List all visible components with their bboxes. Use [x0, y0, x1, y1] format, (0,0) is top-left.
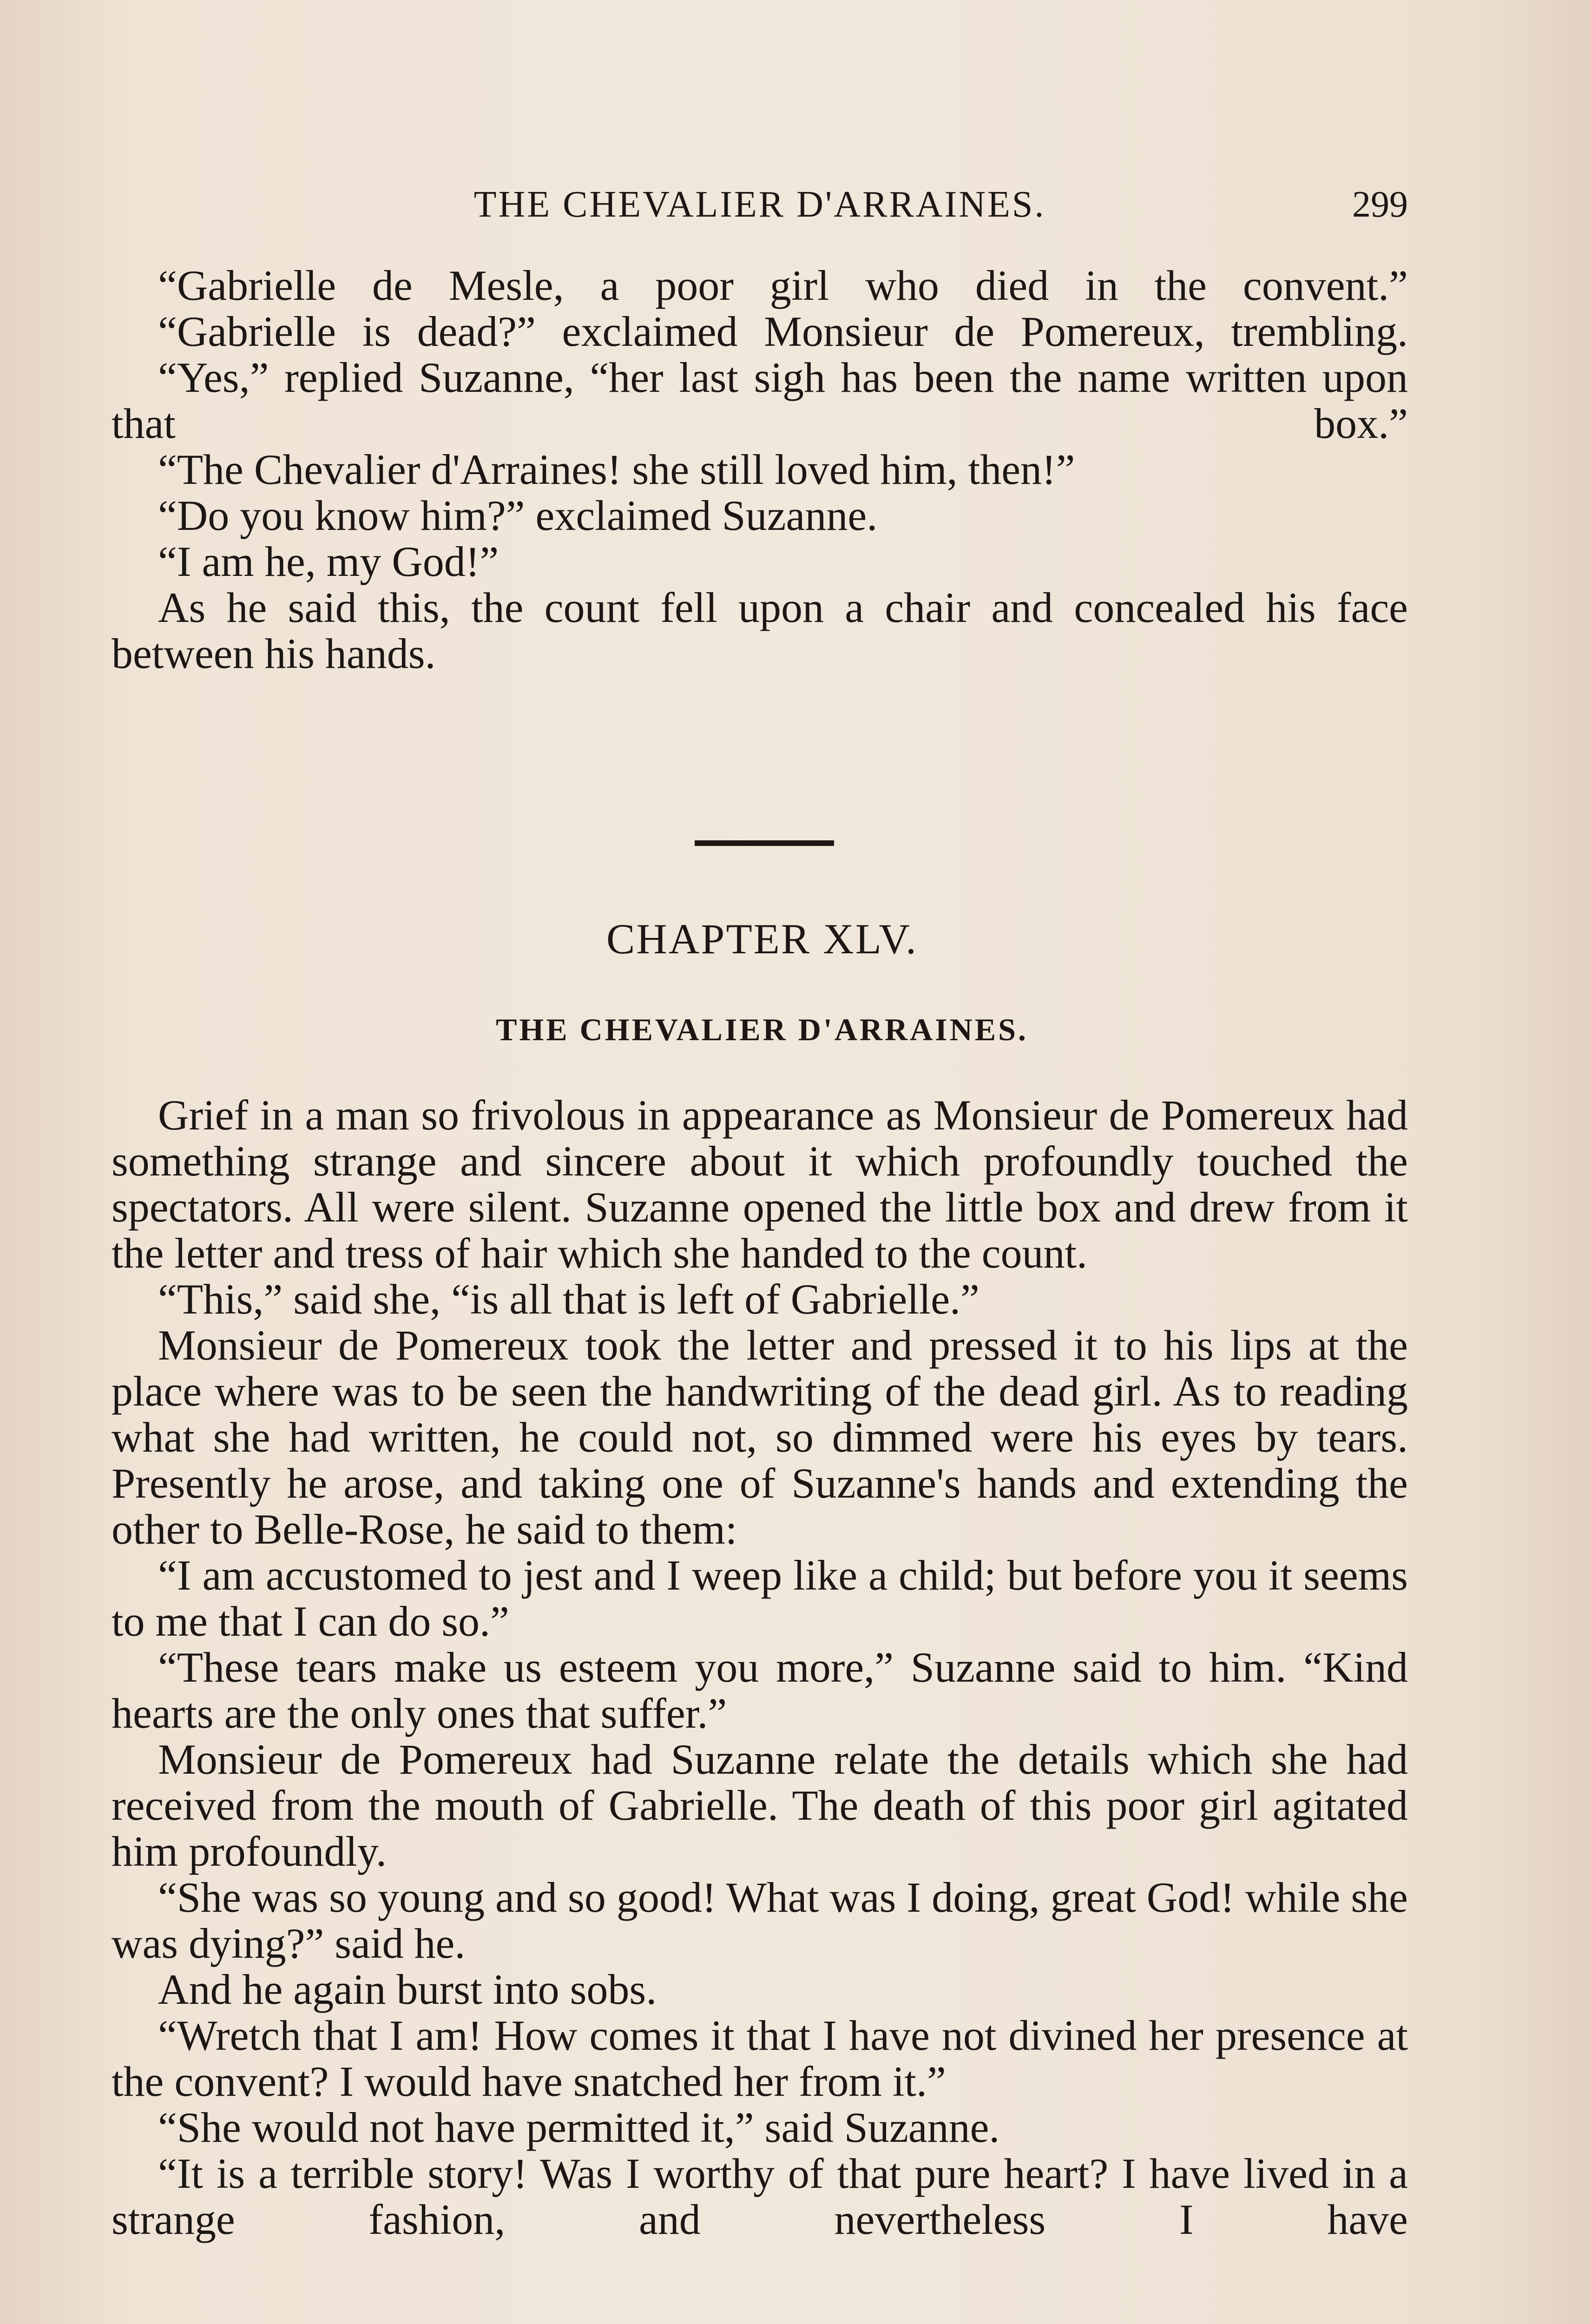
paragraph: “She would not have permitted it,” said Suzanne. — [158, 2104, 1000, 2151]
paragraph: “It is a terrible story! Was I worthy of that pure heart? I have lived in a strange fashion, and nevertheless I have — [112, 2150, 1408, 2243]
paragraph: “She was so young and so good! What was I doing, great God! while she was dying?” said he. — [112, 1874, 1408, 1967]
paragraph: “Gabrielle de Mesle, a poor girl who died in the convent.” — [158, 262, 1408, 309]
paragraph: “Gabrielle is dead?” exclaimed Monsieur de Pomereux, trembling. — [158, 308, 1408, 355]
paragraph: Monsieur de Pomereux had Suzanne relate the details which she had received from the mouth of Gabrielle. The death of this poor girl agitated him profoundly. — [112, 1736, 1408, 1875]
previous-chapter-text — [112, 263, 1408, 677]
paragraph: “I am accustomed to jest and I weep like a child; but before you it seems to me that I can do so.” — [112, 1552, 1408, 1645]
paragraph: “This,” said she, “is all that is left of Gabrielle.” — [158, 1275, 980, 1323]
paragraph: “Do you know him?” exclaimed Suzanne. — [158, 492, 878, 539]
chapter-title: CHAPTER XLV. — [606, 915, 918, 963]
running-head — [112, 179, 1408, 230]
paragraph: “Wretch that I am! How comes it that I have not divined her presence at the convent? I would have snatched her from it.” — [112, 2012, 1408, 2105]
running-title: THE CHEVALIER D'ARRAINES. — [473, 184, 1046, 225]
section-divider — [695, 840, 834, 846]
paragraph: “Yes,” replied Suzanne, “her last sigh has been the name written upon that box.” — [112, 354, 1408, 447]
paragraph: Grief in a man so frivolous in appearance as Monsieur de Pomereux had something strange and sincere about it which profoundly touched the spectators. All were silent. Suzanne opened the little box and drew from it the letter and tress of hair which she handed to the count. — [112, 1091, 1408, 1277]
chapter-subtitle: THE CHEVALIER D'ARRAINES. — [496, 1012, 1028, 1047]
paragraph: Monsieur de Pomereux took the letter and pressed it to his lips at the place where was to be seen the handwriting of the dead girl. As to reading what she had written, he could not, so dimmed were his eyes by tears. Presently he arose, and taking one of Suzanne's hands and extending the other to Belle-Rose, he said to them: — [112, 1321, 1408, 1553]
paragraph: As he said this, the count fell upon a chair and concealed his face between his hands. — [112, 584, 1408, 677]
paragraph: And he again burst into sobs. — [158, 1966, 657, 2013]
paragraph: “I am he, my God!” — [158, 538, 499, 585]
paragraph: “The Chevalier d'Arraines! she still loved him, then!” — [158, 446, 1075, 493]
page-number: 299 — [1352, 184, 1408, 225]
chapter-text — [112, 1092, 1408, 2243]
paragraph: “These tears make us esteem you more,” Suzanne said to him. “Kind hearts are the only ones that suffer.” — [112, 1644, 1408, 1737]
